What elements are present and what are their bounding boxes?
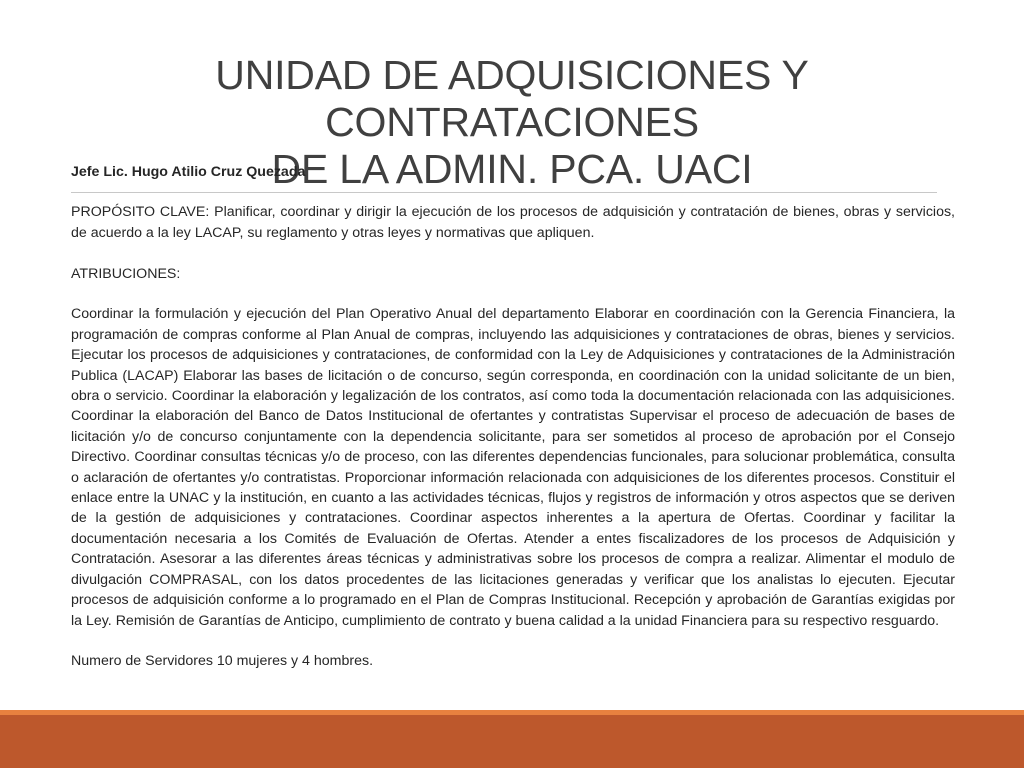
attributions-heading: ATRIBUCIONES: [71, 265, 181, 282]
slide-title-line-1: UNIDAD DE ADQUISICIONES Y CONTRATACIONES [215, 52, 809, 145]
divider [71, 192, 937, 193]
slide-title-line-2: DE LA ADMIN. PCA. UACI [271, 146, 753, 192]
attributions-body: Coordinar la formulación y ejecución del Plan Operativo Anual del departamento Elaborar en coordinación con la Gerencia Financiera, la programación de compras conforme al Plan Anual de compras, incluyendo las adquisiciones y contrataciones de obras, bienes y servicios. Ejecutar los procesos de adquisiciones y contrataciones, de conformidad con la Ley de Adquisiciones y contrataciones de la Administración Publica (LACAP) Elaborar las bases de licitación o de concurso, según corresponda, en coordinación con la unidad solicitante de un bien, obra o servicio. Coordinar la elaboración y legalización de los contratos, así como toda la documentación relacionada con las adquisiciones. Coordinar la elaboración del Banco de Datos Institucional de ofertantes y contratistas Supervisar el proceso de adecuación de bases de licitación y/o de concurso conjuntamente con la dependencia solicitante, para ser sometidos al proceso de aprobación por el Consejo Directivo. Coordinar consultas técnicas y/o de proceso, con las diferentes dependencias funcionales, para solucionar problemática, consulta o aclaración de ofertantes y/o contratistas. Proporcionar información relacionada con adquisiciones de los diferentes procesos. Constituir el enlace entre la UNAC y la institución, en cuanto a las actividades técnicas, flujos y registros de información y otros aspectos que se deriven de la gestión de adquisiciones y contrataciones. Coordinar aspectos inherentes a la apertura de Ofertas. Coordinar y facilitar la documentación necesaria a los Comités de Evaluación de Ofertas. Atender a entes fiscalizadores de los procesos de Adquisición y Contratación. Asesorar a las diferentes áreas técnicas y administrativas sobre los procesos de compra a realizar. Alimentar el modulo de divulgación COMPRASAL, con los datos procedentes de las licitaciones generadas y verificar que los analistas lo ejecuten. Ejecutar procesos de adquisición conforme a lo programado en el Plan de Compras Institucional. Recepción y aprobación de Garantías exigidas por la Ley. Remisión de Garantías de Anticipo, cumplimiento de contrato y buena calidad a la unidad Financiera para su respectivo resguardo. [71, 306, 955, 629]
purpose-text: PROPÓSITO CLAVE: Planificar, coordinar y dirigir la ejecución de los procesos de adquisición y contratación de bienes, obras y servicios, de acuerdo a la ley LACAP, su reglamento y otras leyes y normativas que apliquen. [71, 204, 955, 241]
slide-content [71, 162, 955, 672]
staff-count: Numero de Servidores 10 mujeres y 4 hombres. [71, 653, 374, 670]
footer-bar [0, 715, 1024, 768]
chief-name: Jefe Lic. Hugo Atilio Cruz Quezada [71, 164, 306, 180]
